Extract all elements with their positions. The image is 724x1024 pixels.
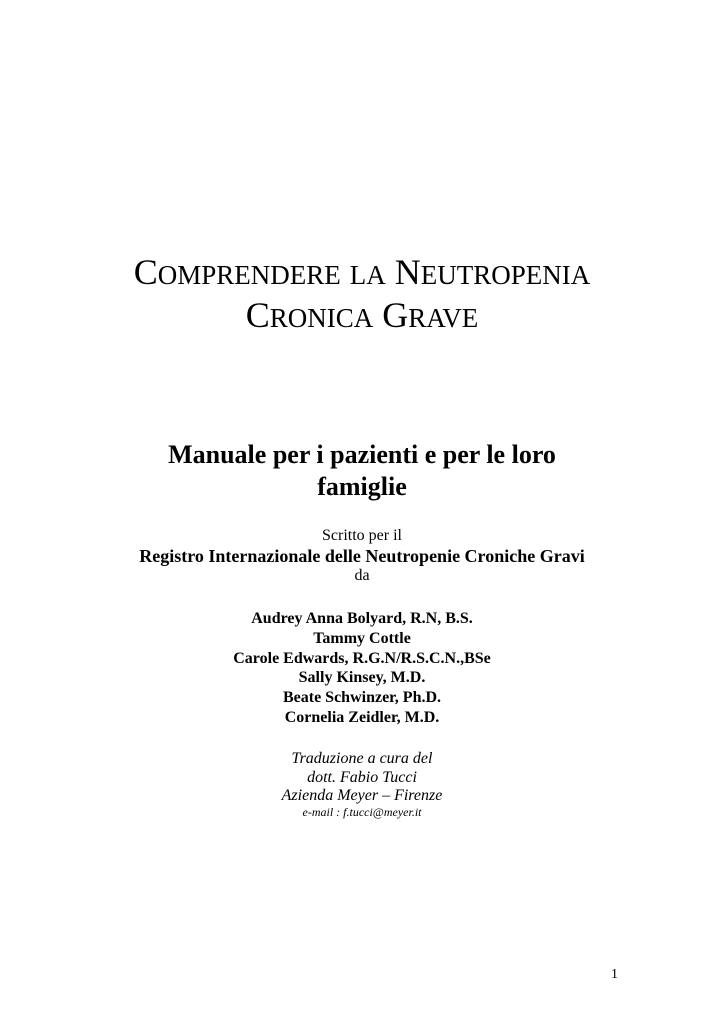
author-name: Sally Kinsey, M.D. xyxy=(298,669,426,686)
title-word-la: LA xyxy=(349,260,386,290)
title-word-cronica: CRONICA xyxy=(245,295,374,335)
author-name: Audrey Anna Bolyard, R.N, B.S. xyxy=(251,610,473,627)
author-name: Tammy Cottle xyxy=(313,630,411,647)
translator-name: dott. Fabio Tucci xyxy=(307,769,417,786)
translation-credit-line: Traduzione a cura del xyxy=(291,750,433,767)
author-name: Cornelia Zeidler, M.D. xyxy=(284,709,440,726)
title-line-2 xyxy=(0,295,724,338)
translator-affiliation: Azienda Meyer – Firenze xyxy=(281,787,443,804)
page-number: 1 xyxy=(611,967,618,982)
author-name: Beate Schwinzer, Ph.D. xyxy=(282,689,442,706)
subtitle-line-2: famiglie xyxy=(317,472,407,501)
title-word-neutropenia: NEUTROPENIA xyxy=(394,252,591,292)
title-line-1 xyxy=(0,252,724,295)
email-contact: e-mail : f.tucci@meyer.it xyxy=(302,805,422,819)
title-word-grave: GRAVE xyxy=(382,295,479,335)
title-word-comprendere: COMPRENDERE xyxy=(133,252,341,292)
registry-name: Registro Internazionale delle Neutropenie Croniche Gravi xyxy=(139,546,585,566)
subtitle-line-1: Manuale per i pazienti e per le loro xyxy=(168,440,556,469)
written-for-text: Scritto per il xyxy=(322,527,402,544)
by-text: da xyxy=(354,567,370,584)
author-name: Carole Edwards, R.G.N/R.S.C.N.,BSe xyxy=(233,650,491,667)
